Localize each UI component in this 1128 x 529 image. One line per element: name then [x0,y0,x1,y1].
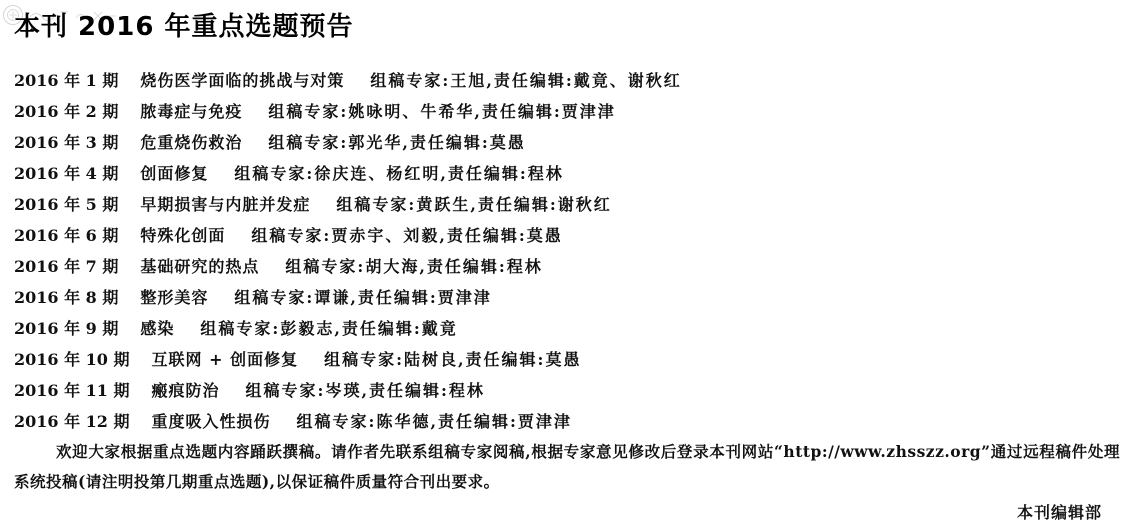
issue-row [14,157,682,188]
issue-editors: 组稿专家:胡大海,责任编辑:程林 [285,257,543,276]
issue-label: 2016 年 9 期 [14,319,119,338]
issue-label: 2016 年 8 期 [14,288,119,307]
issue-row [14,95,682,126]
issue-editors: 组稿专家:陆树良,责任编辑:莫愚 [324,350,582,369]
issue-label: 2016 年 6 期 [14,226,119,245]
issue-label: 2016 年 4 期 [14,164,119,183]
issue-topic: 瘢痕防治 [151,381,220,400]
issue-label: 2016 年 3 期 [14,133,119,152]
issue-topic: 重度吸入性损伤 [151,412,271,431]
issue-row [14,219,682,250]
issue-row [14,188,682,219]
issue-editors: 组稿专家:陈华德,责任编辑:贾津津 [296,412,572,431]
issue-editors: 组稿专家:彭毅志,责任编辑:戴竟 [200,319,458,338]
issue-topic: 基础研究的热点 [140,257,260,276]
issue-editors: 组稿专家:徐庆连、杨红明,责任编辑:程林 [234,164,564,183]
issue-row [14,126,682,157]
issue-editors: 组稿专家:谭谦,责任编辑:贾津津 [234,288,492,307]
issue-label: 2016 年 5 期 [14,195,119,214]
issue-row [14,312,682,343]
issue-label: 2016 年 2 期 [14,102,119,121]
issue-label: 2016 年 10 期 [14,350,130,369]
issue-topic: 创面修复 [140,164,209,183]
issue-editors: 组稿专家:岑瑛,责任编辑:程林 [245,381,485,400]
submission-notice: 欢迎大家根据重点选题内容踊跃撰稿。请作者先联系组稿专家阅稿,根据专家意见修改后登录本刊网站“http://www.zhsszz.org”通过远程稿件处理系统投稿(请注明投第几期重点选题),以保证稿件质量符合刊出要求。 [14,442,1120,491]
issue-row [14,250,682,281]
issue-label: 2016 年 7 期 [14,257,119,276]
issue-topic: 烧伤医学面临的挑战与对策 [140,71,345,90]
issue-topic: 危重烧伤救治 [140,133,243,152]
issue-topic: 互联网 + 创面修复 [151,350,299,369]
issue-row [14,343,682,374]
issue-row [14,405,682,436]
issue-schedule-list [14,64,682,436]
issue-editors: 组稿专家:王旭,责任编辑:戴竟、谢秋红 [370,71,682,90]
issue-editors: 组稿专家:黄跃生,责任编辑:谢秋红 [336,195,612,214]
issue-row [14,374,682,405]
issue-row [14,64,682,95]
page-title: 本刊 2016 年重点选题预告 [14,12,354,42]
issue-topic: 特殊化创面 [140,226,226,245]
issue-editors: 组稿专家:姚咏明、牛希华,责任编辑:贾津津 [268,102,616,121]
issue-row [14,281,682,312]
issue-topic: 感染 [140,319,175,338]
issue-label: 2016 年 11 期 [14,381,130,400]
issue-editors: 组稿专家:贾赤宇、刘毅,责任编辑:莫愚 [251,226,563,245]
issue-editors: 组稿专家:郭光华,责任编辑:莫愚 [268,133,526,152]
issue-label: 2016 年 12 期 [14,412,130,431]
issue-topic: 早期损害与内脏并发症 [140,195,311,214]
editorial-signature: 本刊编辑部 [1016,503,1102,522]
issue-topic: 整形美容 [140,288,209,307]
issue-label: 2016 年 1 期 [14,71,119,90]
issue-topic: 脓毒症与免疫 [140,102,243,121]
